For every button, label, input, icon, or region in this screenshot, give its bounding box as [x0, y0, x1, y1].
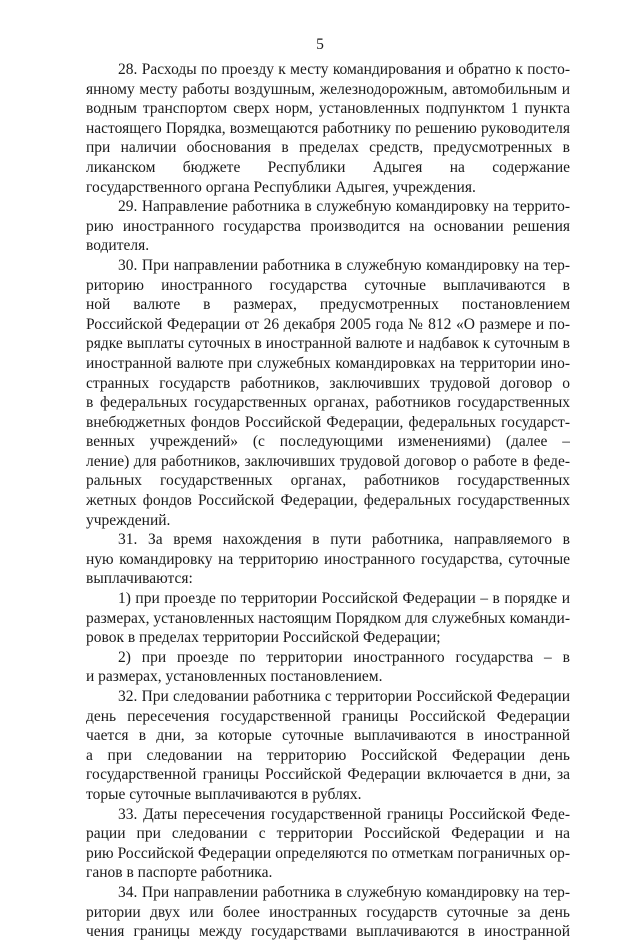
text-line: янному месту работы воздушным, железнодорожным, автомобильным и	[86, 80, 570, 98]
text-line: внебюджетных фондов Российской Федерации, федеральных государст-	[86, 413, 570, 431]
text-line: чается в дни, за которые суточные выплачиваются в иностранной	[86, 727, 570, 745]
text-line: выплачиваются:	[86, 570, 193, 588]
text-line: риторию иностранного государства суточные выплачиваются в	[86, 276, 570, 294]
text-line: и размерах, установленных постановлением.	[86, 668, 383, 686]
text-line: венных учреждений» (с последующими изменениями) (далее –	[86, 433, 570, 451]
text-line: рию иностранного государства производится на основании решения	[86, 217, 570, 235]
text-line: иностранной валюте при служебных командировках на территории ино-	[86, 354, 570, 372]
text-line: чения границы между государствами выплачиваются в иностранной	[86, 923, 570, 941]
text-line: Российской Федерации от 26 декабря 2005 года № 812 «О размере и по-	[86, 315, 570, 333]
text-line: ную командировку на территорию иностранного государства, суточные	[86, 550, 570, 568]
text-line: рядке выплаты суточных в иностранной валюте и надбавок к суточным в	[86, 335, 570, 353]
text-line: 28. Расходы по проезду к месту командирования и обратно к посто-	[118, 61, 570, 78]
text-line: размерах, установленных настоящим Порядком для служебных команди-	[86, 609, 570, 627]
text-line: 2) при проезде по территории иностранного государства – в	[118, 648, 570, 666]
text-line: водителя.	[86, 237, 150, 255]
text-line: ральных государственных органах, работников государственных	[86, 472, 570, 490]
text-line: торые суточные выплачиваются в рублях.	[86, 785, 362, 803]
text-line: 33. Даты пересечения государственной границы Российской Феде-	[118, 805, 570, 823]
text-line: 1) при проезде по территории Российской Федерации – в порядке и	[118, 590, 570, 608]
text-line: ной валюте в размерах, предусмотренных постановлением	[86, 296, 570, 314]
text-line: в федеральных государственных органах, работников государственных	[86, 394, 570, 412]
text-line: день пересечения государственной границы Российской Федерации	[86, 707, 570, 725]
text-line: рации при следовании с территории Российской Федерации и на	[86, 825, 570, 843]
text-line: ликанском бюджете Республики Адыгея на содержание	[86, 158, 570, 176]
text-line: государственной границы Российской Федерации включается в дни, за	[86, 766, 570, 784]
text-line: ровок в пределах территории Российской Федерации;	[86, 629, 441, 647]
text-line: водным транспортом сверх норм, установленных подпунктом 1 пункта	[86, 100, 570, 118]
text-line: при наличии обоснования в пределах средств, предусмотренных в	[86, 139, 570, 157]
text-line: 32. При следовании работника с территории Российской Федерации	[118, 688, 570, 705]
page-number: 5	[316, 36, 324, 53]
document-body	[86, 60, 570, 942]
text-line: настоящего Порядка, возмещаются работнику по решению руководителя	[86, 119, 570, 137]
text-line: 34. При направлении работника в служебную командировку на тер-	[118, 883, 570, 901]
text-line: 29. Направление работника в служебную командировку на террито-	[118, 198, 570, 216]
text-line: а при следовании на территорию Российской Федерации день	[86, 746, 570, 764]
text-line: ритории двух или более иностранных государств суточные за день	[86, 903, 570, 921]
text-line: ление) для работников, заключивших трудовой договор о работе в феде-	[86, 452, 570, 470]
text-line: учреждений.	[86, 511, 171, 529]
text-line: 30. При направлении работника в служебную командировку на тер-	[118, 256, 570, 274]
text-line: рию Российской Федерации определяются по отметкам пограничных ор-	[86, 844, 570, 862]
text-line: жетных фондов Российской Федерации, федеральных государственных	[86, 492, 570, 510]
text-line: странных государств работников, заключивших трудовой договор о	[86, 374, 570, 392]
text-line: ганов в паспорте работника.	[86, 864, 273, 882]
text-line: государственного органа Республики Адыгея, учреждения.	[86, 178, 476, 196]
text-line: 31. За время нахождения в пути работника, направляемого в	[118, 531, 570, 549]
